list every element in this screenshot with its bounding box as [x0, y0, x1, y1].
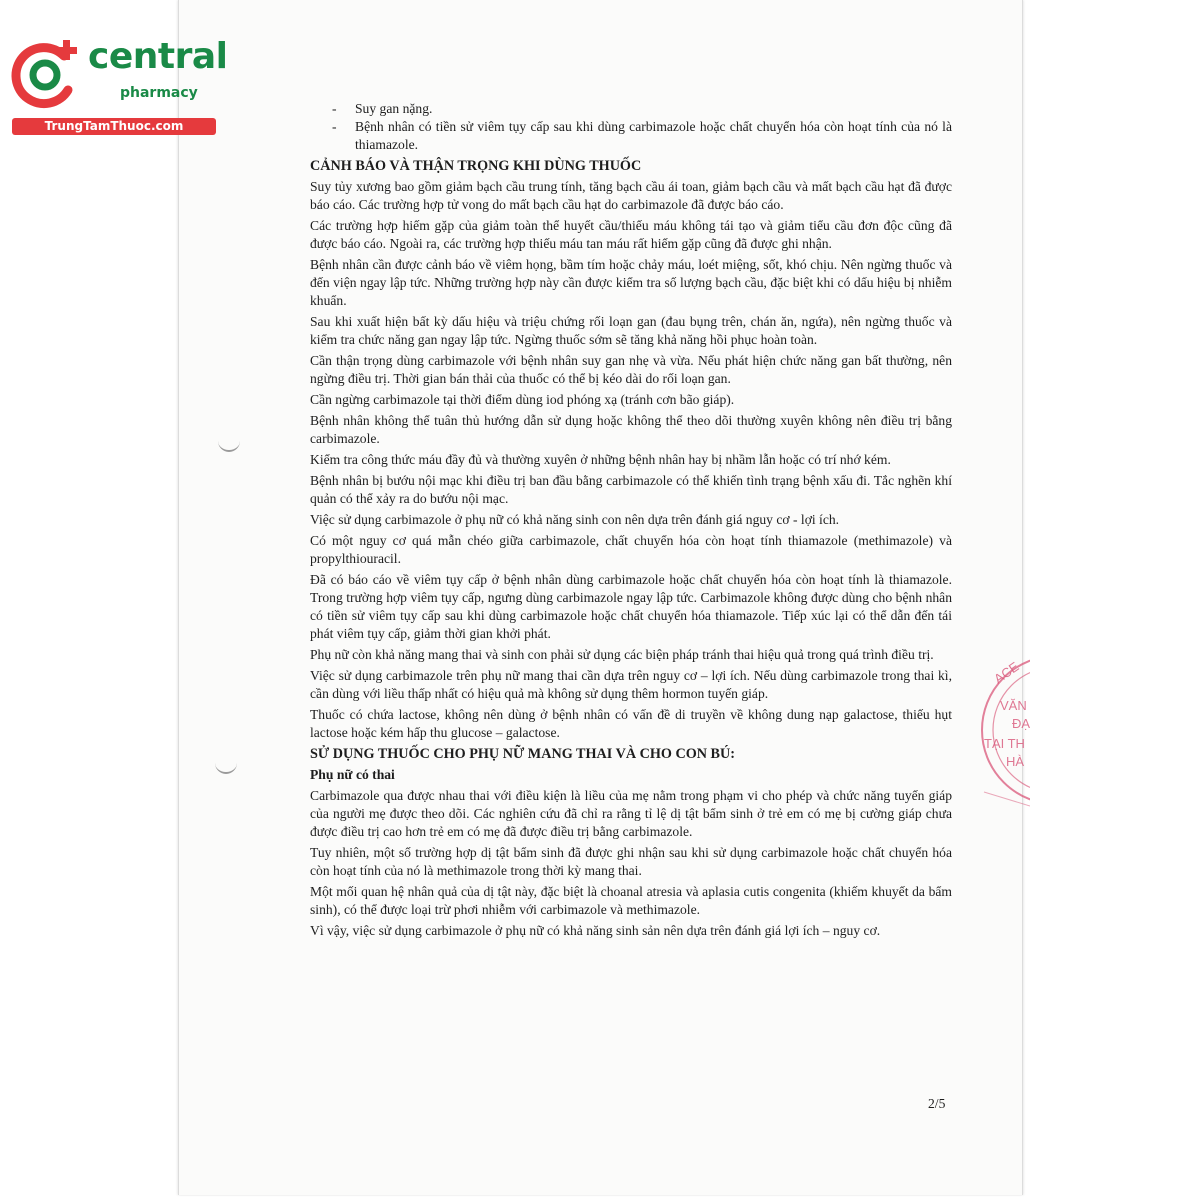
paragraph: Vì vậy, việc sử dụng carbimazole ở phụ nữ có khả năng sinh sản nên dựa trên đánh giá lợi ích – nguy cơ. [310, 923, 881, 938]
paragraph: Cần ngừng carbimazole tại thời điểm dùng iod phóng xạ (tránh cơn bão giáp). [310, 392, 735, 407]
paragraph: Phụ nữ còn khả năng mang thai và sinh con phải sử dụng các biện pháp tránh thai hiệu quả trong quá trình điều trị. [310, 647, 934, 662]
subheading-pregnant-women: Phụ nữ có thai [310, 767, 395, 782]
paragraph: Bệnh nhân không thể tuân thủ hướng dẫn sử dụng hoặc không thể theo dõi thường xuyên không nên điều trị bằng carbimazole. [310, 413, 952, 446]
list-item: - Suy gan nặng. [332, 101, 433, 116]
page-edge-left [178, 0, 179, 1195]
svg-text:HÀ: HÀ [1006, 754, 1025, 769]
paragraph: Thuốc có chứa lactose, không nên dùng ở bệnh nhân có vấn đề di truyền về không dung nạp galactose, thiếu hụt lactose hoặc kém hấp thu glucose – galactose. [310, 707, 952, 740]
paragraph: Tuy nhiên, một số trường hợp dị tật bẩm sinh đã được ghi nhận sau khi sử dụng carbimazole hoặc chất chuyển hóa còn hoạt tính của nó là methimazole trong thời kỳ mang thai. [310, 845, 952, 878]
paragraph: Cần thận trọng dùng carbimazole với bệnh nhân suy gan nhẹ và vừa. Nếu phát hiện chức năng gan bất thường, nên ngừng điều trị. Thời gian bán thải của thuốc có thể bị kéo dài do rối loạn gan. [310, 353, 952, 386]
logo-brand-name: central [88, 36, 228, 77]
svg-text:VĂN: VĂN [1000, 698, 1027, 713]
logo-website-banner: TrungTamThuoc.com [12, 118, 216, 135]
paragraph: Suy tủy xương bao gồm giảm bạch cầu trung tính, tăng bạch cầu ái toan, giảm bạch cầu và mất bạch cầu hạt đã được báo cáo. Các trường hợp tử vong do mất bạch cầu hạt do carbimazole đã được báo cáo. [310, 179, 952, 212]
page-edge-right [1022, 0, 1023, 1195]
paragraph: Carbimazole qua được nhau thai với điều kiện là liều của mẹ nằm trong phạm vi cho phép và chức năng tuyến giáp của người mẹ được theo dõi. Các nghiên cứu đã chỉ ra rằng tỉ lệ dị tật bẩm sinh ở trẻ em có mẹ bị cường giáp chưa được điều trị cao hơn trẻ em có mẹ đã được điều trị bằng carbimazole. [310, 788, 952, 839]
paragraph: Việc sử dụng carbimazole trên phụ nữ mang thai cần dựa trên nguy cơ – lợi ích. Nếu dùng carbimazole trong thai kì, cần dùng với liều thấp nhất có hiệu quả mà không sử dụng thêm hormon tuyến giáp. [310, 668, 952, 701]
svg-text:ACE: ACE [991, 658, 1022, 687]
document-body [310, 100, 952, 940]
section-heading-pregnancy: SỬ DỤNG THUỐC CHO PHỤ NỮ MANG THAI VÀ CHO CON BÚ: [310, 746, 735, 762]
pharmacy-logo-icon [8, 38, 82, 112]
list-item: - Bệnh nhân có tiền sử viêm tụy cấp sau khi dùng carbimazole hoặc chất chuyển hóa còn hoạt tính của nó là thiamazole. [332, 119, 952, 152]
paragraph: Đã có báo cáo về viêm tụy cấp ở bệnh nhân dùng carbimazole hoặc chất chuyển hóa còn hoạt tính là thiamazole. Trong trường hợp viêm tụy cấp, ngưng dùng carbimazole ngay lập tức. Carbimazole không được dùng cho bệnh nhân có tiền sử viêm tụy cấp sau khi dùng carbimazole hoặc chất chuyển hóa thiamazole. Tiếp xúc lại có thể dẫn đến tái phát viêm tụy cấp, giảm thời gian khởi phát. [310, 572, 952, 641]
page-number: 2/5 [928, 1096, 946, 1111]
paragraph: Bệnh nhân bị bướu nội mạc khi điều trị ban đầu bằng carbimazole có thể khiến tình trạng bệnh xấu đi. Tắc nghẽn khí quản có thể xảy ra do bướu nội mạc. [310, 473, 952, 506]
svg-text:ĐẠ: ĐẠ [1012, 716, 1030, 731]
central-pharmacy-logo [8, 36, 228, 136]
paragraph: Có một nguy cơ quá mẫn chéo giữa carbimazole, chất chuyển hóa còn hoạt tính thiamazole (methimazole) và propylthiouracil. [310, 533, 952, 566]
paragraph: Một mối quan hệ nhân quả của dị tật này, đặc biệt là choanal atresia và aplasia cutis congenita (khiếm khuyết da bẩm sinh), có thể được loại trừ phơi nhiễm với carbimazole và methimazole. [310, 884, 952, 917]
logo-subtitle: pharmacy [120, 85, 198, 101]
paragraph: Sau khi xuất hiện bất kỳ dấu hiệu và triệu chứng rối loạn gan (đau bụng trên, chán ăn, ngứa), nên ngừng thuốc và kiểm tra chức năng gan ngay lập tức. Ngừng thuốc sớm sẽ tăng khả năng hồi phục hoàn toàn. [310, 314, 952, 347]
paragraph: Bệnh nhân cần được cảnh báo về viêm họng, bầm tím hoặc chảy máu, loét miệng, sốt, khó chịu. Nên ngừng thuốc và đến viện ngay lập tức. Những trường hợp này cần được kiểm tra số lượng bạch cầu, đặc biệt khi có dấu hiệu bị nhiễm khuẩn. [310, 257, 952, 308]
paragraph: Kiểm tra công thức máu đầy đủ và thường xuyên ở những bệnh nhân hay bị nhầm lẫn hoặc có trí nhớ kém. [310, 452, 891, 467]
svg-text:TẠI TH: TẠI TH [984, 736, 1025, 751]
paragraph: Việc sử dụng carbimazole ở phụ nữ có khả năng sinh con nên dựa trên đánh giá nguy cơ - lợi ích. [310, 512, 840, 527]
paragraph: Các trường hợp hiếm gặp của giảm toàn thể huyết cầu/thiếu máu không tái tạo và giảm tiểu cầu đơn độc cũng đã được báo cáo. Ngoài ra, các trường hợp thiếu máu tan máu rất hiếm gặp cũng đã được ghi nhận. [310, 218, 952, 251]
official-seal-stamp [978, 650, 1030, 810]
section-heading-warnings: CẢNH BÁO VÀ THẬN TRỌNG KHI DÙNG THUỐC [310, 158, 642, 174]
